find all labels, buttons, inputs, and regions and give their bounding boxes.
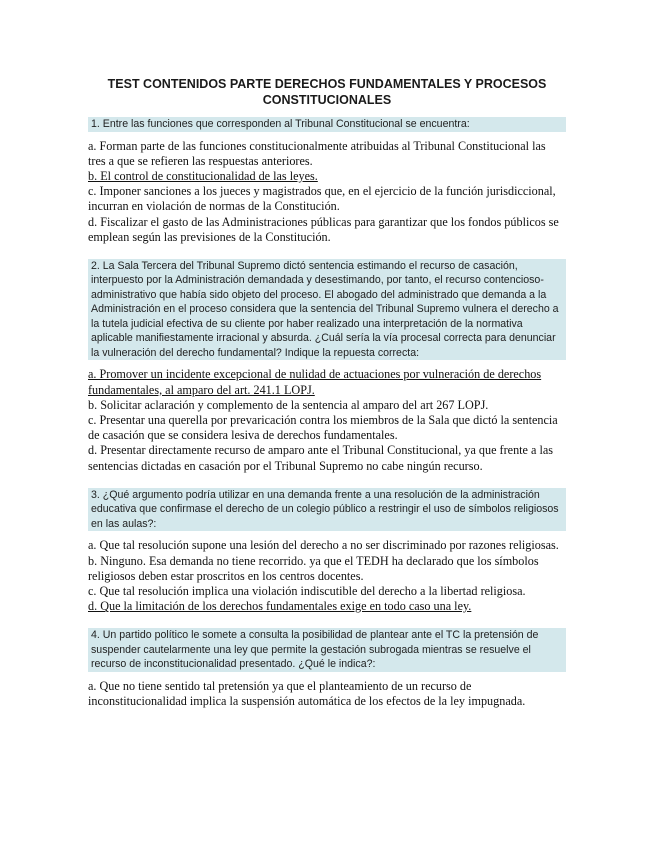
option-c: c. Presentar una querella por prevaricación contra los miembros de la Sala que dictó la sentencia de casación que se considera lesiva de derechos fundamentales.	[88, 413, 558, 443]
option-a: a. Que tal resolución supone una lesión del derecho a no ser discriminado por razones religiosas.	[88, 538, 559, 553]
option-b-correct: b. El control de constitucionalidad de las leyes.	[88, 168, 318, 183]
option-a-correct: a. Promover un incidente excepcional de nulidad de actuaciones por vulneración de derechos fundamentales, al amparo del art. 241.1 LOPJ.	[88, 367, 542, 397]
answer-options	[88, 367, 566, 473]
question-2	[88, 259, 566, 474]
answer-options	[88, 679, 566, 709]
question-text: 2. La Sala Tercera del Tribunal Supremo dictó sentencia estimando el recurso de casación, interpuesto por la Administración demandada y desestimando, por tanto, el recurso contencioso-administrativo que había sido objeto del proceso. El abogado del administrado que demanda a la Administración en el proceso considera que la sentencia del Tribunal Supremo vulnera el derecho a la tutela judicial efectiva de su cliente por haber realizado una interpretación de la normativa aplicable manifiestamente irracional y absurda. ¿Cuál sería la vía procesal correcta para denunciar la vulneración del derecho fundamental? Indique la repuesta correcta:	[88, 259, 566, 361]
option-c: c. Que tal resolución implica una violación indiscutible del derecho a la libertad religiosa.	[88, 583, 526, 598]
question-3	[88, 488, 566, 615]
question-text: 4. Un partido político le somete a consulta la posibilidad de plantear ante el TC la pretensión de suspender cautelarmente una ley que permite la gestación subrogada mientras se resuelve el recurso de inconstitucionalidad presentado. ¿Qué le indica?:	[88, 628, 566, 672]
answer-options	[88, 538, 566, 614]
option-b: b. Solicitar aclaración y complemento de la sentencia al amparo del art 267 LOPJ.	[88, 397, 489, 412]
option-c: c. Imponer sanciones a los jueces y magistrados que, en el ejercicio de la función jurisdiccional, incurran en violación de normas de la Constitución.	[88, 184, 556, 214]
question-4	[88, 628, 566, 709]
document-page	[88, 76, 566, 723]
option-a: a. Forman parte de las funciones constitucionalmente atribuidas al Tribunal Constitucional las tres a que se refieren las respuestas anteriores.	[88, 138, 546, 168]
answer-options	[88, 139, 566, 245]
option-d: d. Fiscalizar el gasto de las Administraciones públicas para garantizar que los fondos públicos se emplean según las previsiones de la Constitución.	[88, 214, 559, 244]
option-a: a. Que no tiene sentido tal pretensión ya que el planteamiento de un recurso de inconstitucionalidad implica la suspensión automática de los efectos de la ley impugnada.	[88, 678, 526, 709]
question-text: 1. Entre las funciones que corresponden al Tribunal Constitucional se encuentra:	[88, 117, 566, 132]
document-title: TEST CONTENIDOS PARTE DERECHOS FUNDAMENTALES Y PROCESOS CONSTITUCIONALES	[107, 77, 547, 107]
question-text: 3. ¿Qué argumento podría utilizar en una demanda frente a una resolución de la administración educativa que confirmase el derecho de un colegio público a restringir el uso de símbolos religiosos en las aulas?:	[88, 488, 566, 532]
option-d: d. Presentar directamente recurso de amparo ante el Tribunal Constitucional, ya que frente a las sentencias dictadas en casación por el Tribunal Supremo no cabe ningún recurso.	[88, 443, 553, 473]
question-1	[88, 117, 566, 245]
option-d-correct: d. Que la limitación de los derechos fundamentales exige en todo caso una ley.	[88, 599, 472, 614]
option-b: b. Ninguno. Esa demanda no tiene recorrido. ya que el TEDH ha declarado que los símbolos religiosos deben estar proscritos en los centros docentes.	[88, 553, 539, 583]
